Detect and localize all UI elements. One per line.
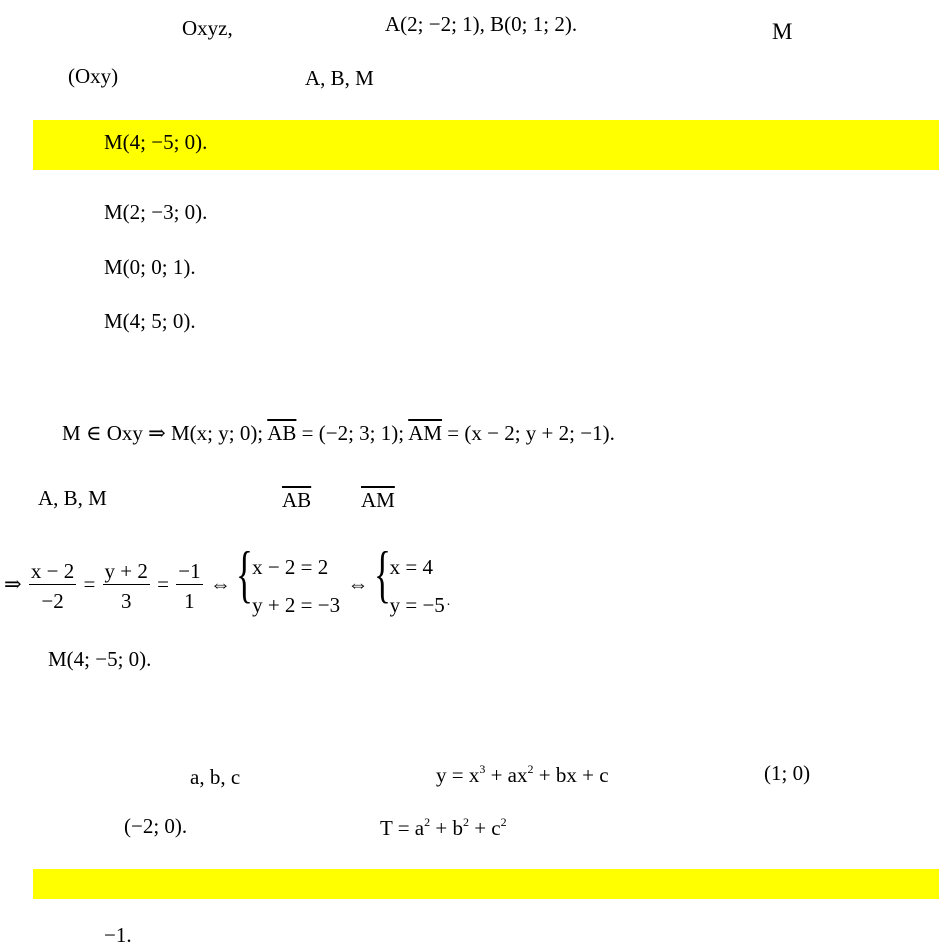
q1-option-b[interactable]: M(2; −3; 0). <box>104 200 208 224</box>
q1-option-a[interactable]: M(4; −5; 0). <box>104 130 208 154</box>
q2-point2: (−2; 0). <box>124 814 188 838</box>
q2-expression: $T = a^2 + b^2 + c^2$ <box>380 815 507 840</box>
vector-ab: $\overline{AB}$ <box>267 421 297 445</box>
vector-am: $\overline{AM}$ <box>408 421 443 445</box>
q1-option-c[interactable]: M(0; 0; 1). <box>104 255 196 279</box>
implies-symbol: ⇒ <box>4 571 22 596</box>
q2-point1: (1; 0) <box>764 761 811 785</box>
q2-coefficients: a, b, c <box>190 765 241 789</box>
q2-function: $y = x^3 + ax^2$ + bx + c <box>436 762 609 787</box>
sol1-step1-pre: M ∈ Oxy ⇒ M(x; y; 0); <box>62 421 268 445</box>
brace-icon: { <box>236 538 253 609</box>
brace-icon: { <box>373 538 391 609</box>
q1-option-d[interactable]: M(4; 5; 0). <box>104 309 196 333</box>
system-2: { x = 4 y = −5 <box>373 538 445 617</box>
q2-correct-option-highlight <box>33 869 939 899</box>
fraction-1: $\frac{x - 2}{-2}$ <box>30 558 75 613</box>
q1-points-ab: A(2; −2; 1), B(0; 1; 2). <box>385 12 578 36</box>
sol1-answer: M(4; −5; 0). <box>48 647 152 671</box>
q1-plane-oxy: (Oxy) <box>68 64 119 88</box>
sol1-am-value: = (x − 2; y + 2; −1). <box>442 421 615 445</box>
q1-points-abm: A, B, M <box>305 66 374 90</box>
sol1-step2-points: A, B, M <box>38 486 107 510</box>
iff-symbol: ⇔ <box>209 571 231 596</box>
fraction-2: $\frac{y + 2}{3}$ <box>104 558 148 613</box>
fraction-3: $\frac{-1}{1}$ <box>178 558 201 613</box>
iff-symbol: ⇔ <box>347 571 369 596</box>
q1-point-m: M <box>772 19 793 44</box>
period: . <box>446 593 451 609</box>
sol1-ab-value: = (−2; 3; 1); <box>296 421 409 445</box>
sol1-step1 <box>62 423 615 444</box>
q2-option-a[interactable]: −1. <box>104 923 132 947</box>
equals-symbol: = <box>157 571 169 596</box>
system-1: { x − 2 = 2 y + 2 = −3 <box>236 538 341 617</box>
q1-system-label: Oxyz, <box>182 16 233 40</box>
sol1-step2-vec-am: $\overline{AM}$ <box>361 488 395 512</box>
equals-symbol: = <box>83 571 96 596</box>
sol1-step3-equations <box>4 538 451 624</box>
sol1-step2-vec-ab: $\overline{AB}$ <box>282 488 312 512</box>
